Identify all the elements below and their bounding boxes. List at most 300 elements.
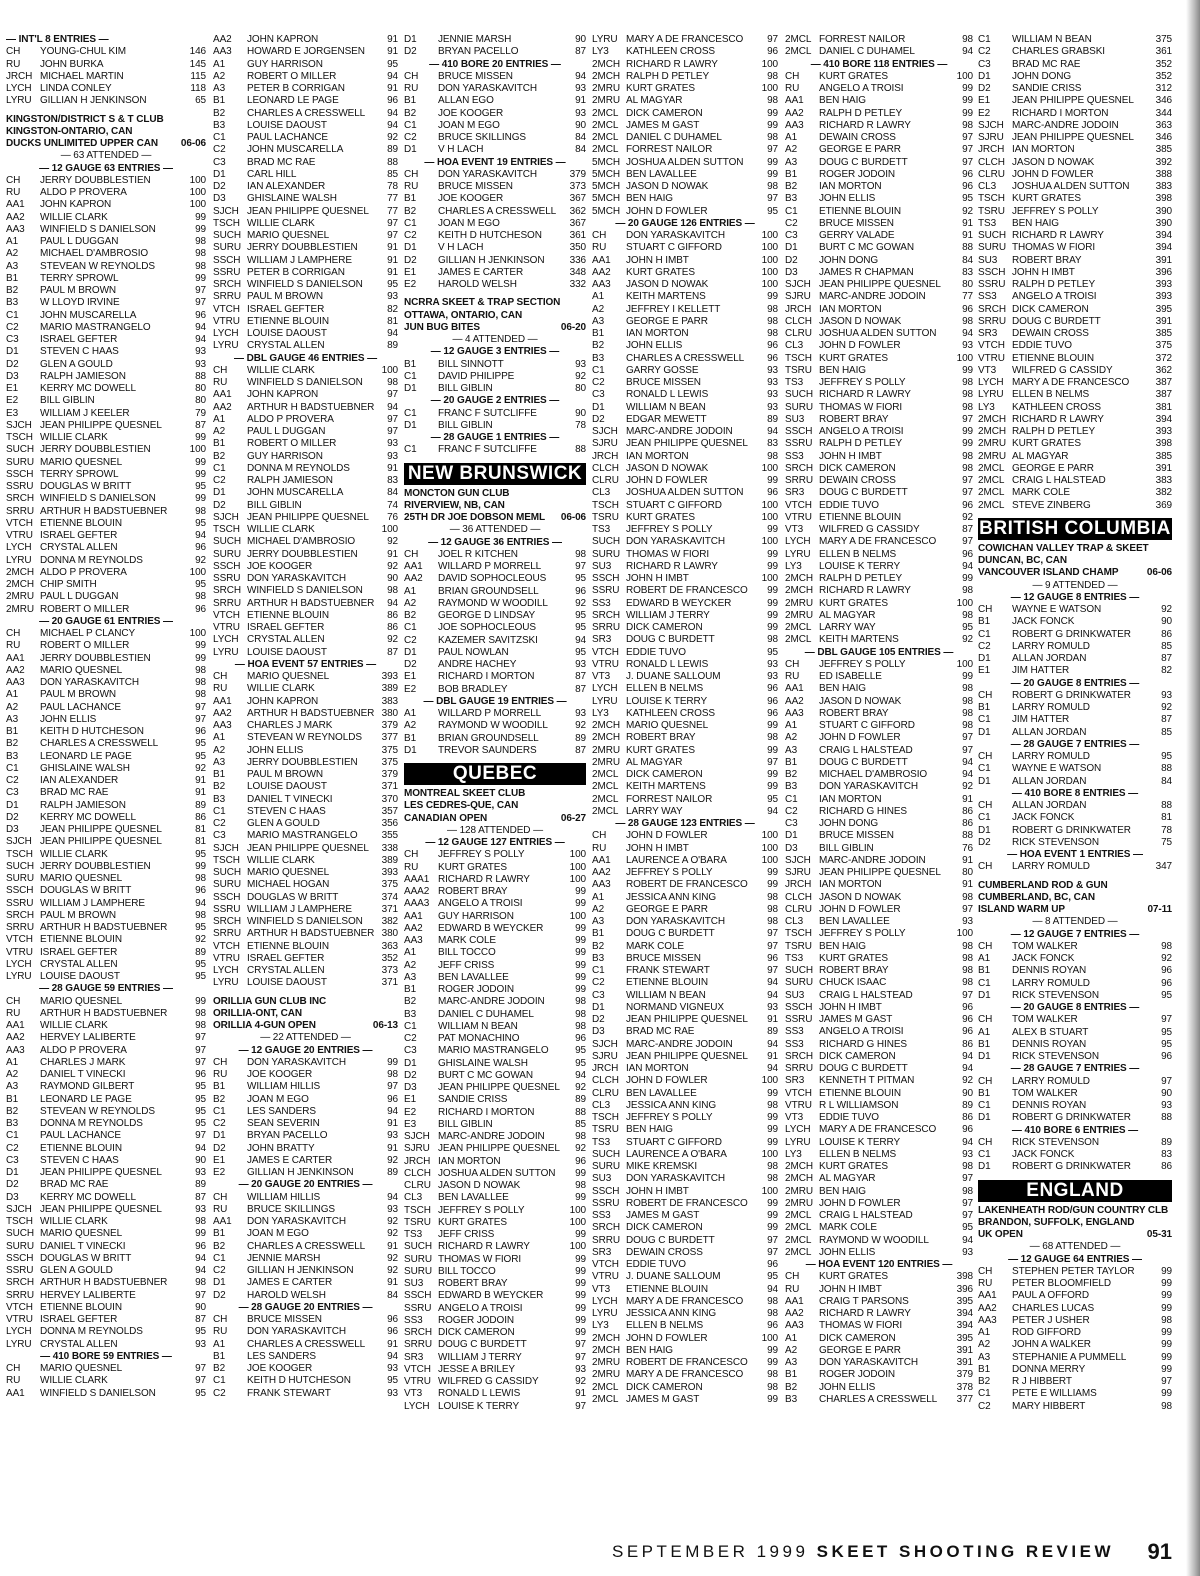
score: 95 xyxy=(387,1375,398,1387)
result-row xyxy=(978,500,1172,512)
result-row xyxy=(785,328,973,340)
shooter-name: ROGER JODOIN xyxy=(438,984,515,995)
shooter-name: PAUL LACHANCE xyxy=(40,701,121,713)
class-code: CLCH xyxy=(978,156,1005,168)
attendance-line: — 22 ATTENDED — xyxy=(260,1032,351,1044)
score: 86 xyxy=(1161,1161,1172,1173)
result-row xyxy=(213,316,398,328)
shooter-name: JEFF CRISS xyxy=(438,1229,495,1240)
shooter-name: DICK CAMERON xyxy=(626,107,703,119)
score: 89 xyxy=(387,144,398,156)
club-location: CUMBERLAND, BC, CAN xyxy=(978,891,1095,903)
score: 97 xyxy=(767,1234,778,1246)
result-row xyxy=(6,922,206,934)
result-row xyxy=(6,861,206,873)
score: 91 xyxy=(387,548,398,560)
shooter-name: IAN ALEXANDER xyxy=(40,775,119,786)
score: 96 xyxy=(1161,977,1172,989)
result-row xyxy=(592,34,778,46)
shooter-name: IAN MORTON xyxy=(1012,144,1075,156)
class-code: A1 xyxy=(978,1327,991,1338)
result-row xyxy=(404,862,586,874)
event-name: VANCOUVER ISLAND CHAMP xyxy=(978,567,1119,579)
shooter-name: MARC-ANDRE JODOIN xyxy=(438,996,545,1008)
shooter-name: JERRY DOUBBLESTIEN xyxy=(40,652,151,664)
class-code: SSRU xyxy=(6,897,34,909)
shooter-name: BRUCE MISSEN xyxy=(626,377,701,388)
score: 93 xyxy=(575,708,586,719)
score: 352 xyxy=(1155,58,1172,70)
shooter-name: ETIENNE BLOUIN xyxy=(819,205,901,217)
result-row xyxy=(404,1327,586,1339)
shooter-name: DEWAIN CROSS xyxy=(819,475,896,486)
result-row xyxy=(978,377,1172,389)
result-row xyxy=(6,236,206,248)
result-row xyxy=(785,1026,973,1038)
shooter-name: JEFFREY S POLLY xyxy=(626,867,713,878)
result-row xyxy=(785,879,973,891)
score: 93 xyxy=(575,358,586,370)
class-code: D3 xyxy=(213,193,226,205)
shooter-name: DON YARASKAVITCH xyxy=(819,781,918,793)
class-code: SJRU xyxy=(592,438,618,450)
score: 93 xyxy=(195,1338,206,1350)
class-code: C2 xyxy=(978,1400,991,1412)
score: 94 xyxy=(767,977,778,989)
class-code: RU xyxy=(785,1283,800,1295)
result-row xyxy=(785,610,973,622)
result-row xyxy=(592,132,778,144)
score: 98 xyxy=(1161,1400,1172,1412)
shooter-name: JOE KOOGER xyxy=(438,193,504,205)
result-row xyxy=(592,904,778,916)
score: 367 xyxy=(569,217,586,229)
score: 89 xyxy=(1161,1136,1172,1148)
result-row xyxy=(785,365,973,377)
class-code: SS3 xyxy=(592,597,611,609)
shooter-name: RICHARD G HINES xyxy=(819,1038,907,1050)
score: 94 xyxy=(387,1105,398,1117)
class-code: A3 xyxy=(6,713,19,725)
score: 95 xyxy=(575,573,586,585)
class-code: D3 xyxy=(785,842,798,854)
shooter-name: BEN HAIG xyxy=(819,95,866,107)
shooter-name: JOHN ELLIS xyxy=(247,744,304,756)
result-row xyxy=(6,640,206,652)
class-code: CH xyxy=(785,1271,800,1283)
score: 97 xyxy=(195,1363,206,1374)
score: 93 xyxy=(195,1203,206,1215)
shooter-name: ROBERT BRAY xyxy=(438,1278,508,1289)
class-code: AA2 xyxy=(978,1302,997,1314)
result-row xyxy=(592,1284,778,1296)
result-row xyxy=(404,1021,586,1033)
shooter-name: JACK FONCK xyxy=(1012,812,1075,824)
result-row xyxy=(213,218,398,230)
score: 96 xyxy=(767,1320,778,1332)
class-code: B2 xyxy=(592,340,605,352)
shooter-name: BRAD MC RAE xyxy=(247,156,316,168)
class-code: SSCH xyxy=(978,266,1006,278)
class-code: VTRU xyxy=(6,946,33,958)
shooter-name: RALPH D PETLEY xyxy=(1012,279,1096,290)
shooter-name: WILLIAM J LAMPHERE xyxy=(40,897,145,909)
score: 98 xyxy=(195,689,206,701)
shooter-name: AL MAGYAR xyxy=(626,95,683,107)
result-row xyxy=(404,1033,586,1045)
shooter-name: ROBERT DE FRANCESCO xyxy=(626,879,748,891)
shooter-name: IAN MORTON xyxy=(819,793,882,805)
class-code: SU3 xyxy=(978,254,998,266)
result-row xyxy=(785,1345,973,1357)
class-code: RU xyxy=(213,1326,228,1338)
result-row xyxy=(592,242,778,254)
result-row xyxy=(785,512,973,524)
result-row xyxy=(785,855,973,867)
result-row xyxy=(592,169,778,181)
shooter-name: DENNIS ROYAN xyxy=(1012,1038,1087,1050)
result-row xyxy=(404,95,586,107)
result-row xyxy=(785,928,973,940)
shooter-name: JOE KOOGER xyxy=(247,560,313,572)
score: 394 xyxy=(956,1308,973,1319)
shooter-name: MARC-ANDRE JODOIN xyxy=(819,291,926,303)
result-row xyxy=(213,745,398,757)
shooter-name: HAROLD WELSH xyxy=(247,1289,326,1301)
result-row xyxy=(592,561,778,573)
score: 89 xyxy=(387,1167,398,1178)
shooter-name: CHARLES GRABSKI xyxy=(1012,46,1105,58)
class-code: VT3 xyxy=(404,1388,423,1400)
class-code: C2 xyxy=(785,805,798,817)
score: 89 xyxy=(575,1094,586,1106)
score: 389 xyxy=(381,854,398,866)
score: 98 xyxy=(575,1008,586,1020)
score: 92 xyxy=(387,1154,398,1166)
class-code: CH xyxy=(592,830,607,842)
result-row xyxy=(592,1002,778,1014)
score: 99 xyxy=(767,744,778,756)
class-code: 2MCH xyxy=(6,579,34,590)
shooter-name: EDDIE TUVO xyxy=(626,1259,686,1270)
score: 92 xyxy=(575,370,586,382)
score: 88 xyxy=(575,444,586,456)
shooter-name: JIM HATTER xyxy=(1012,714,1070,726)
attendance-line: — 68 ATTENDED — xyxy=(1029,1241,1121,1253)
result-row xyxy=(6,1339,206,1351)
shooter-name: ANGELO A TROISI xyxy=(819,83,904,94)
score: 99 xyxy=(767,1087,778,1099)
score: 99 xyxy=(962,364,973,376)
score: 88 xyxy=(1161,763,1172,775)
shooter-name: DOUG C BURDETT xyxy=(1012,315,1101,327)
class-code: CH xyxy=(978,1014,993,1026)
shooter-name: ROBERT DE FRANCESCO xyxy=(626,1357,748,1368)
event-name: 25TH DR JOE DOBSON MEML xyxy=(404,512,546,523)
score: 97 xyxy=(962,487,973,499)
result-row xyxy=(785,561,973,573)
class-code: CH xyxy=(6,995,21,1007)
class-code: LYCH xyxy=(785,1124,811,1136)
result-row xyxy=(592,1124,778,1136)
result-row xyxy=(6,898,206,910)
gauge-heading: — 28 GAUGE 7 ENTRIES — xyxy=(1010,738,1140,750)
score: 92 xyxy=(575,1082,586,1093)
result-row xyxy=(785,279,973,291)
shooter-name: KENNETH T PITMAN xyxy=(819,1075,915,1087)
class-code: B2 xyxy=(785,181,798,192)
shooter-name: JERRY DOUBBLESTIEN xyxy=(247,548,358,560)
shooter-name: R J HIBBERT xyxy=(1012,1376,1072,1387)
score: 115 xyxy=(190,70,206,82)
result-row xyxy=(213,1326,398,1338)
result-row xyxy=(6,346,206,358)
class-code: B1 xyxy=(213,1350,226,1362)
score: 98 xyxy=(575,1180,586,1191)
shooter-name: BILL GIBLIN xyxy=(40,395,95,407)
score: 100 xyxy=(956,928,973,940)
class-code: VTCH xyxy=(592,646,619,658)
result-row xyxy=(213,267,398,279)
result-row xyxy=(404,1339,586,1351)
score: 91 xyxy=(387,266,398,278)
result-row xyxy=(6,420,206,432)
result-row xyxy=(213,59,398,71)
result-row xyxy=(404,586,586,598)
shooter-name: ANGELO A TROISI xyxy=(819,1026,904,1038)
class-code: SU3 xyxy=(592,1173,612,1185)
shooter-name: DOUG C BURDETT xyxy=(626,1234,715,1246)
class-code: 2MCL xyxy=(785,1234,812,1246)
result-row xyxy=(213,708,398,720)
shooter-name: MARC-ANDRE JODOIN xyxy=(819,854,926,866)
shooter-name: MARIO MASTRANGELO xyxy=(438,1045,549,1057)
result-row xyxy=(978,426,1172,438)
score: 97 xyxy=(767,34,778,45)
score: 97 xyxy=(195,713,206,725)
result-row xyxy=(785,867,973,879)
score: 99 xyxy=(195,995,206,1007)
class-code: VT3 xyxy=(785,524,804,535)
result-row xyxy=(978,1027,1172,1039)
club-location: RIVERVIEW, NB, CAN xyxy=(404,499,505,511)
shooter-name: JASON D NOWAK xyxy=(626,181,709,192)
result-row xyxy=(6,738,206,750)
result-row xyxy=(785,953,973,965)
score: 92 xyxy=(195,934,206,946)
class-code: A2 xyxy=(592,303,605,315)
class-code: SURU xyxy=(592,548,620,560)
class-code: SUCH xyxy=(785,389,813,401)
score: 98 xyxy=(195,664,206,676)
score: 91 xyxy=(387,1277,398,1289)
score: 96 xyxy=(962,1124,973,1136)
shooter-name: RICK STEVENSON xyxy=(1012,836,1099,848)
score: 391 xyxy=(956,1357,973,1368)
score: 91 xyxy=(767,1050,778,1062)
result-row xyxy=(213,1167,398,1179)
result-row xyxy=(592,769,778,781)
score: 96 xyxy=(767,46,778,58)
result-row xyxy=(213,377,398,389)
score: 99 xyxy=(575,886,586,897)
class-code: SSRU xyxy=(978,279,1006,290)
result-row xyxy=(6,836,206,848)
class-code: SRCH xyxy=(213,279,241,290)
class-code: VTCH xyxy=(785,1087,812,1099)
class-code: 2MRU xyxy=(978,450,1006,462)
shooter-name: JAMES M GAST xyxy=(819,1014,893,1025)
result-row xyxy=(404,267,586,279)
score: 350 xyxy=(569,242,586,254)
score: 87 xyxy=(575,744,586,756)
score: 98 xyxy=(195,677,206,688)
shooter-name: STEPHANIE A PUMMELL xyxy=(1012,1351,1127,1363)
score: 96 xyxy=(962,1014,973,1025)
class-code: B1 xyxy=(785,168,798,180)
score: 93 xyxy=(575,1363,586,1375)
result-row xyxy=(6,359,206,371)
score: 99 xyxy=(195,432,206,443)
score: 99 xyxy=(767,107,778,119)
class-code: CH xyxy=(978,1075,993,1087)
score: 100 xyxy=(761,242,778,254)
class-code: AA1 xyxy=(592,254,611,266)
score: 92 xyxy=(195,554,206,566)
result-row xyxy=(404,1131,586,1143)
class-code: VTRU xyxy=(978,352,1005,364)
result-row xyxy=(404,1094,586,1106)
result-row xyxy=(785,1137,973,1149)
result-row xyxy=(785,181,973,193)
result-row xyxy=(213,279,398,291)
class-code: C3 xyxy=(592,389,605,401)
class-code: B1 xyxy=(404,358,417,370)
event-date: 07-11 xyxy=(1147,904,1172,915)
class-code: RU xyxy=(785,83,800,94)
score: 91 xyxy=(767,1014,778,1025)
class-code: TSCH xyxy=(6,848,33,860)
class-code: D1 xyxy=(978,824,991,836)
score: 94 xyxy=(387,597,398,609)
result-row xyxy=(404,684,586,696)
score: 94 xyxy=(767,805,778,817)
score: 95 xyxy=(575,1045,586,1057)
club-name: CUMBERLAND ROD & GUN xyxy=(978,879,1108,891)
shooter-name: BRUCE MISSEN xyxy=(438,181,513,192)
shooter-name: ETIENNE BLOUIN xyxy=(40,1142,122,1154)
result-row xyxy=(404,230,586,242)
score: 99 xyxy=(767,1210,778,1221)
result-row xyxy=(785,291,973,303)
result-row xyxy=(785,230,973,242)
score: 394 xyxy=(1155,413,1172,425)
score: 98 xyxy=(767,315,778,327)
score: 97 xyxy=(767,928,778,940)
shooter-name: JOHN D FOWLER xyxy=(626,1075,708,1087)
score: 94 xyxy=(962,1136,973,1148)
class-code: C2 xyxy=(592,377,605,388)
result-row xyxy=(213,549,398,561)
result-row xyxy=(6,824,206,836)
class-code: SUCH xyxy=(592,536,620,548)
score: 93 xyxy=(575,107,586,119)
page-number: 91 xyxy=(1147,1539,1172,1564)
shooter-name: DENNIS ROYAN xyxy=(1012,1100,1087,1111)
score: 99 xyxy=(767,609,778,621)
score: 94 xyxy=(387,107,398,119)
score: 94 xyxy=(962,1050,973,1062)
gauge-heading: — HOA EVENT 1 ENTRIES — xyxy=(1007,849,1143,860)
shooter-name: ALLAN EGO xyxy=(438,95,494,107)
shooter-name: BILL GIBLIN xyxy=(247,499,302,511)
shooter-name: JOHN A WALKER xyxy=(1012,1339,1091,1351)
result-row xyxy=(213,1265,398,1277)
result-row xyxy=(6,604,206,616)
score: 97 xyxy=(962,903,973,915)
score: 98 xyxy=(575,996,586,1008)
shooter-name: RAYMOND GILBERT xyxy=(40,1081,135,1093)
score: 100 xyxy=(761,573,778,584)
score: 95 xyxy=(195,848,206,860)
shooter-name: LOUISE K TERRY xyxy=(438,1400,520,1412)
score: 395 xyxy=(956,1332,973,1344)
shooter-name: MICHAEL MARTIN xyxy=(40,70,124,82)
result-row xyxy=(404,1401,586,1413)
result-row xyxy=(213,230,398,242)
gauge-heading: — 410 BORE 20 ENTRIES — xyxy=(429,58,561,70)
class-code: VTCH xyxy=(785,499,812,511)
result-row xyxy=(592,1014,778,1026)
result-row xyxy=(213,1130,398,1142)
class-code: A1 xyxy=(592,291,605,303)
result-row xyxy=(592,1296,778,1308)
shooter-name: NORMAND VIGNEUX xyxy=(626,1001,724,1013)
class-code: AA3 xyxy=(592,279,611,290)
result-row xyxy=(404,984,586,996)
class-code: E1 xyxy=(404,266,417,278)
shooter-name: JOAN M EGO xyxy=(247,1228,309,1240)
result-row xyxy=(6,1155,206,1167)
score: 94 xyxy=(387,328,398,339)
class-code: C1 xyxy=(213,462,226,474)
score: 85 xyxy=(1161,640,1172,652)
shooter-name: WILLIE CLARK xyxy=(40,848,108,860)
result-row xyxy=(592,71,778,83)
shooter-name: TERRY SPROWL xyxy=(40,468,119,480)
shooter-name: JOHN H IMBT xyxy=(819,1283,882,1295)
club-name: KINGSTON/DISTRICT S & T CLUB xyxy=(6,113,164,125)
score: 91 xyxy=(575,1388,586,1400)
score: 87 xyxy=(575,46,586,58)
score: 94 xyxy=(962,1063,973,1074)
shooter-name: ETIENNE BLOUIN xyxy=(819,1087,901,1099)
score: 87 xyxy=(387,646,398,658)
score: 100 xyxy=(761,83,778,94)
score: 99 xyxy=(962,573,973,584)
result-row xyxy=(404,1352,586,1364)
shooter-name: BILL TOCCO xyxy=(438,947,496,959)
score: 98 xyxy=(767,1161,778,1172)
shooter-name: SEAN SEVERIN xyxy=(247,1118,320,1129)
shooter-name: MARC-ANDRE JODOIN xyxy=(626,1038,733,1050)
class-code: B1 xyxy=(404,732,417,744)
shooter-name: SANDIE CRISS xyxy=(1012,83,1082,94)
shooter-name: JOHN ELLIS xyxy=(40,713,97,725)
class-code: 2MCL xyxy=(785,34,812,45)
shooter-name: PAUL L DUGGAN xyxy=(40,236,119,247)
score: 97 xyxy=(575,1400,586,1412)
